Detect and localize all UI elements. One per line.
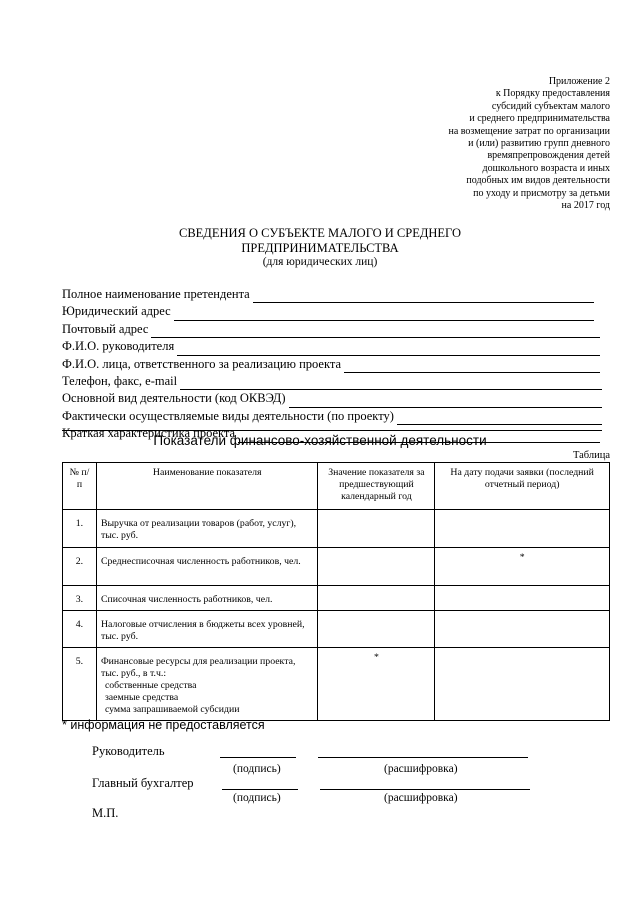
applicant-fields (62, 286, 602, 443)
appendix-line: на 2017 год (561, 200, 610, 212)
header-num: № п/п (63, 463, 97, 510)
table-label: Таблица (572, 450, 610, 461)
document-heading (0, 226, 640, 270)
signature-accountant-label: Главный бухгалтер (92, 776, 194, 790)
heading-line-2: ПРЕДПРИНИМАТЕЛЬСТВА (241, 240, 399, 255)
decoding-caption: (расшифровка) (384, 792, 458, 804)
stamp-place: М.П. (92, 806, 119, 820)
row-subitem: заемные средства (104, 692, 179, 703)
decoding-line-head[interactable] (318, 757, 528, 758)
indicators-table (62, 462, 610, 721)
section-title: Показатели финансово-хозяйственной деятельности (153, 433, 487, 448)
appendix-line: к Порядку предоставления (495, 88, 610, 100)
field-label: Телефон, факс, e-mail (62, 374, 178, 389)
field-label: Краткая характеристика проекта (62, 426, 236, 441)
row-current-value[interactable] (435, 611, 610, 648)
field-actual-activities[interactable] (62, 408, 602, 425)
fill-line[interactable] (397, 412, 602, 425)
continuation-line[interactable] (62, 430, 602, 431)
appendix-line: подобных им видов деятельности (466, 175, 610, 187)
appendix-note (448, 76, 610, 212)
row-current-value[interactable] (435, 510, 610, 548)
field-legal-address[interactable] (62, 303, 602, 320)
appendix-line: дошкольного возраста и иных (482, 162, 610, 174)
field-contacts[interactable] (62, 373, 602, 390)
fill-line[interactable] (253, 290, 594, 303)
appendix-line: по уходу и присмотру за детьми (473, 187, 610, 199)
field-label: Ф.И.О. лица, ответственного за реализацию проекта (62, 356, 342, 371)
field-label: Ф.И.О. руководителя (62, 339, 175, 354)
header-name: Наименование показателя (96, 463, 318, 510)
field-responsible-person[interactable] (62, 356, 602, 373)
signature-caption: (подпись) (233, 763, 281, 775)
row-subitem: собственные средства (104, 680, 197, 691)
appendix-line: времяпрепровождения детей (487, 150, 610, 162)
appendix-line: на возмещение затрат по организации (448, 125, 610, 137)
field-label: Полное наименование претендента (62, 287, 250, 301)
table-row (63, 586, 610, 611)
appendix-line: и (или) развитию групп дневного (468, 138, 610, 150)
appendix-line: и среднего предпринимательства (469, 113, 610, 125)
appendix-line: субсидий субъектам малого (491, 100, 610, 112)
row-current-value[interactable] (435, 586, 610, 611)
field-label: Почтовый адрес (62, 321, 149, 336)
row-num: 1. (63, 510, 97, 548)
fill-line[interactable] (289, 395, 603, 408)
field-okved[interactable] (62, 390, 602, 407)
fill-line[interactable] (344, 360, 600, 373)
field-full-name[interactable] (62, 286, 602, 303)
row-current-value[interactable]: * (435, 548, 610, 586)
row-name-line: Финансовые ресурсы для реализации проекта, тыс. руб., в т.ч.: (100, 656, 296, 679)
row-prev-value[interactable] (318, 611, 435, 648)
signature-caption: (подпись) (233, 792, 281, 804)
row-num: 2. (63, 548, 97, 586)
decoding-line-accountant[interactable] (320, 789, 530, 790)
row-num: 3. (63, 586, 97, 611)
table-row (63, 648, 610, 721)
table-row (63, 611, 610, 648)
table-row (63, 548, 610, 586)
row-current-value[interactable] (435, 648, 610, 721)
signature-head-label: Руководитель (92, 744, 165, 758)
field-director-name[interactable] (62, 338, 602, 355)
fill-line[interactable] (151, 325, 600, 338)
field-label: Фактически осуществляемые виды деятельности (по проекту) (62, 408, 394, 423)
appendix-line: Приложение 2 (548, 76, 610, 87)
decoding-caption: (расшифровка) (384, 763, 458, 775)
row-num: 5. (63, 648, 97, 721)
signature-line-head[interactable] (220, 757, 296, 758)
row-subitem: сумма запрашиваемой субсидии (104, 704, 240, 715)
heading-line-1: СВЕДЕНИЯ О СУБЪЕКТЕ МАЛОГО И СРЕДНЕГО (179, 226, 461, 240)
field-label: Основной вид деятельности (код ОКВЭД) (62, 391, 286, 406)
row-prev-value[interactable] (318, 510, 435, 548)
row-name: Налоговые отчисления в бюджеты всех уровней, тыс. руб. (96, 611, 318, 648)
row-prev-value[interactable] (318, 586, 435, 611)
fill-line[interactable] (174, 308, 594, 321)
field-postal-address[interactable] (62, 321, 602, 338)
header-prev-year: Значение показателя за предшествующий календарный год (318, 463, 435, 510)
signature-line-accountant[interactable] (222, 789, 298, 790)
row-name: Среднесписочная численность работников, чел. (96, 548, 318, 586)
header-current: На дату подачи заявки (последний отчетный период) (435, 463, 610, 510)
field-label: Юридический адрес (62, 304, 171, 319)
row-prev-value[interactable]: * (318, 648, 435, 721)
row-num: 4. (63, 611, 97, 648)
footnote: * информация не предоставляется (62, 718, 265, 732)
table-row (63, 510, 610, 548)
heading-subtitle: (для юридических лиц) (262, 256, 378, 268)
row-name (96, 648, 318, 721)
table-header-row (63, 463, 610, 510)
row-prev-value[interactable] (318, 548, 435, 586)
fill-line[interactable] (177, 343, 600, 356)
row-name: Выручка от реализации товаров (работ, услуг), тыс. руб. (96, 510, 318, 548)
fill-line[interactable] (180, 377, 602, 390)
row-name: Списочная численность работников, чел. (96, 586, 318, 611)
